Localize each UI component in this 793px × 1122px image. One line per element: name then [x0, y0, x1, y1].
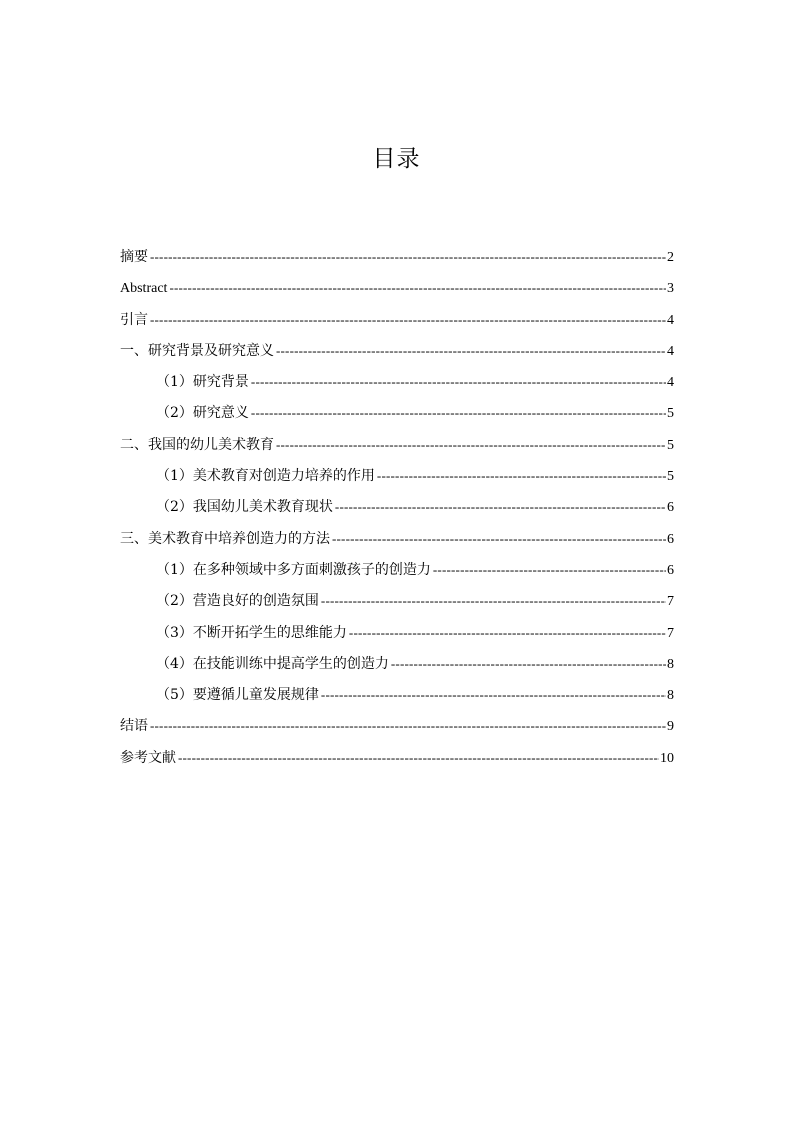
toc-entry-label: 结语 [120, 718, 148, 735]
toc-page-number: 2 [667, 250, 674, 265]
table-of-contents [120, 241, 674, 773]
toc-entry-label: 一、研究背景及研究意义 [120, 342, 274, 359]
toc-page-number: 5 [667, 437, 674, 453]
toc-dot-leader [150, 241, 666, 272]
toc-entry-label: （1）美术教育对创造力培养的作用 [156, 468, 375, 485]
toc-entry-label: （1）在多种领域中多方面刺激孩子的创造力 [156, 561, 431, 578]
toc-dot-leader [377, 460, 666, 491]
toc-entry-label: （5）要遵循儿童发展规律 [156, 687, 319, 704]
page-title: 目录 [372, 146, 421, 172]
toc-entry[interactable] [120, 742, 674, 773]
toc-page-number: 9 [667, 719, 674, 735]
toc-dot-leader [251, 366, 666, 397]
toc-subentry[interactable] [120, 648, 674, 679]
toc-page-number: 6 [667, 531, 674, 547]
toc-entry-label: Abstract [120, 281, 168, 297]
toc-entry-label: 摘要 [120, 249, 148, 265]
toc-entry[interactable] [120, 304, 674, 335]
toc-page-number: 8 [667, 656, 674, 672]
toc-page-number: 4 [667, 343, 674, 359]
toc-page-number: 5 [667, 469, 674, 485]
toc-entry-label: （2）研究意义 [156, 405, 249, 422]
toc-dot-leader [276, 429, 666, 460]
toc-entry-label: （1）研究背景 [156, 374, 249, 391]
toc-dot-leader [391, 648, 666, 679]
toc-entry-label: 参考文献 [120, 749, 176, 766]
toc-dot-leader [251, 397, 666, 428]
toc-dot-leader [150, 710, 666, 741]
toc-entry-label: 三、美术教育中培养创造力的方法 [120, 530, 330, 547]
toc-page-number: 4 [667, 375, 674, 391]
toc-entry-label: 引言 [120, 311, 148, 328]
toc-dot-leader [178, 742, 659, 773]
toc-page-number: 6 [667, 562, 674, 578]
toc-subentry[interactable] [120, 491, 674, 522]
toc-dot-leader [321, 679, 666, 710]
toc-dot-leader [150, 304, 666, 335]
toc-subentry[interactable] [120, 617, 674, 648]
toc-dot-leader [321, 585, 666, 616]
toc-subentry[interactable] [120, 679, 674, 710]
toc-entry-label: （3）不断开拓学生的思维能力 [156, 624, 347, 641]
toc-entry[interactable] [120, 429, 674, 460]
toc-entry[interactable] [120, 523, 674, 554]
toc-dot-leader [433, 554, 666, 585]
toc-page-number: 5 [667, 406, 674, 422]
toc-page-number: 7 [667, 594, 674, 610]
toc-entry[interactable] [120, 241, 674, 272]
toc-subentry[interactable] [120, 366, 674, 397]
toc-page-number: 6 [667, 500, 674, 516]
toc-dot-leader [332, 523, 666, 554]
toc-entry-label: （4）在技能训练中提高学生的创造力 [156, 655, 389, 672]
toc-subentry[interactable] [120, 397, 674, 428]
toc-subentry[interactable] [120, 554, 674, 585]
toc-subentry[interactable] [120, 460, 674, 491]
toc-dot-leader [335, 491, 666, 522]
toc-dot-leader [349, 617, 666, 648]
toc-entry[interactable] [120, 272, 674, 303]
toc-page-number: 7 [667, 625, 674, 641]
toc-entry-label: 二、我国的幼儿美术教育 [120, 436, 274, 453]
toc-subentry[interactable] [120, 585, 674, 616]
toc-page-number: 10 [660, 750, 674, 766]
toc-dot-leader [169, 272, 666, 303]
toc-page-number: 4 [667, 312, 674, 328]
toc-entry-label: （2）营造良好的创造氛围 [156, 593, 319, 610]
toc-entry[interactable] [120, 710, 674, 741]
toc-entry-label: （2）我国幼儿美术教育现状 [156, 499, 333, 516]
toc-dot-leader [276, 335, 666, 366]
toc-entry[interactable] [120, 335, 674, 366]
toc-page-number: 3 [667, 281, 674, 297]
toc-page-number: 8 [667, 688, 674, 704]
